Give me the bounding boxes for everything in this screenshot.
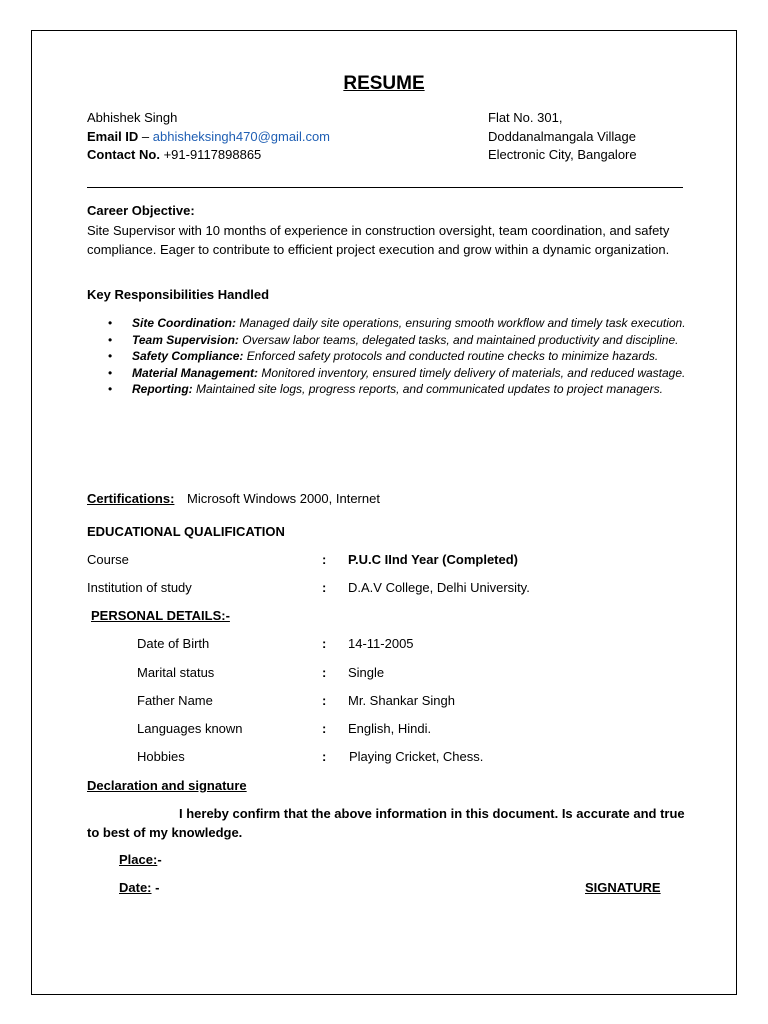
dob-label: Date of Birth: [137, 636, 210, 651]
header-divider: [87, 187, 683, 188]
email-link[interactable]: abhisheksingh470@gmail.com: [152, 129, 331, 144]
date-label: Date:: [119, 880, 152, 895]
course-label: Course: [87, 552, 129, 567]
item-label: Safety Compliance:: [132, 349, 244, 363]
languages-value: English, Hindi.: [348, 721, 432, 736]
address-line3: Electronic City, Bangalore: [488, 147, 637, 162]
marital-colon: :: [322, 665, 327, 680]
father-colon: :: [322, 693, 327, 708]
bullet-icon: •: [108, 382, 113, 396]
item-text: Oversaw labor teams, delegated tasks, and maintained productivity and discipline.: [238, 332, 679, 347]
responsibilities-heading: Key Responsibilities Handled: [87, 287, 270, 302]
hobbies-label: Hobbies: [137, 749, 185, 764]
resume-title: RESUME: [343, 73, 425, 94]
email-separator: –: [138, 129, 153, 144]
institution-label: Institution of study: [87, 580, 192, 595]
place-line: [119, 852, 162, 867]
marital-value: Single: [348, 665, 385, 680]
item-label: Material Management:: [132, 365, 259, 380]
item-text: Monitored inventory, ensured timely delivery of materials, and reduced wastage.: [258, 365, 686, 380]
date-suffix: -: [151, 880, 160, 895]
bullet-icon: •: [108, 349, 113, 363]
candidate-name: Abhishek Singh: [87, 110, 178, 125]
email-line: [87, 129, 330, 144]
address-line1: Flat No. 301,: [488, 110, 563, 125]
page-border: [31, 30, 737, 995]
contact-value: +91-9117898865: [159, 147, 262, 162]
list-item: [108, 382, 688, 398]
certifications-line: [87, 491, 380, 506]
career-text: Site Supervisor with 10 months of experience in construction oversight, team coordination, and safety compliance. Eager to contribute to efficient project execution and grow within a dynamic organization.: [87, 223, 670, 257]
email-label: Email ID: [87, 129, 139, 144]
father-value: Mr. Shankar Singh: [348, 693, 455, 708]
institution-value: D.A.V College, Delhi University.: [348, 580, 530, 595]
list-item: [108, 316, 688, 332]
signature-label: SIGNATURE: [585, 880, 661, 895]
certifications-label: Certifications:: [87, 491, 175, 506]
item-label: Team Supervision:: [132, 332, 239, 347]
course-colon: :: [322, 552, 327, 567]
career-heading: Career Objective:: [87, 203, 195, 218]
place-label: Place:: [119, 852, 158, 867]
marital-label: Marital status: [137, 665, 215, 680]
personal-heading: PERSONAL DETAILS:-: [91, 608, 230, 623]
address-line2: Doddanalmangala Village: [488, 129, 636, 144]
bullet-icon: •: [108, 316, 113, 330]
item-label: Site Coordination:: [132, 316, 236, 330]
list-item: [108, 366, 688, 382]
father-label: Father Name: [137, 693, 213, 708]
education-heading: EDUCATIONAL QUALIFICATION: [87, 524, 285, 539]
date-line: [119, 880, 159, 895]
hobbies-colon: :: [322, 749, 327, 764]
item-text: Managed daily site operations, ensuring smooth workflow and timely task execution.: [236, 316, 686, 330]
dob-colon: :: [322, 636, 327, 651]
contact-line: [87, 147, 261, 162]
languages-colon: :: [322, 721, 327, 736]
certifications-value: Microsoft Windows 2000, Internet: [187, 491, 380, 506]
bullet-icon: •: [108, 332, 113, 347]
list-item: [108, 333, 688, 349]
course-value: P.U.C IInd Year (Completed): [348, 552, 519, 567]
responsibilities-list: [108, 316, 688, 399]
languages-label: Languages known: [137, 721, 243, 736]
contact-label: Contact No.: [87, 147, 160, 162]
item-text: Maintained site logs, progress reports, and communicated updates to project managers.: [192, 382, 663, 396]
declaration-heading: Declaration and signature: [87, 778, 247, 793]
institution-colon: :: [322, 580, 327, 595]
list-item: [108, 349, 688, 365]
item-label: Reporting:: [132, 382, 193, 396]
item-text: Enforced safety protocols and conducted routine checks to minimize hazards.: [243, 349, 659, 363]
bullet-icon: •: [108, 365, 113, 380]
dob-value: 14-11-2005: [348, 636, 414, 651]
declaration-text: I hereby confirm that the above information in this document. Is accurate and true to best of my knowledge.: [87, 806, 685, 840]
place-suffix: -: [157, 852, 162, 867]
hobbies-value: Playing Cricket, Chess.: [349, 749, 484, 764]
